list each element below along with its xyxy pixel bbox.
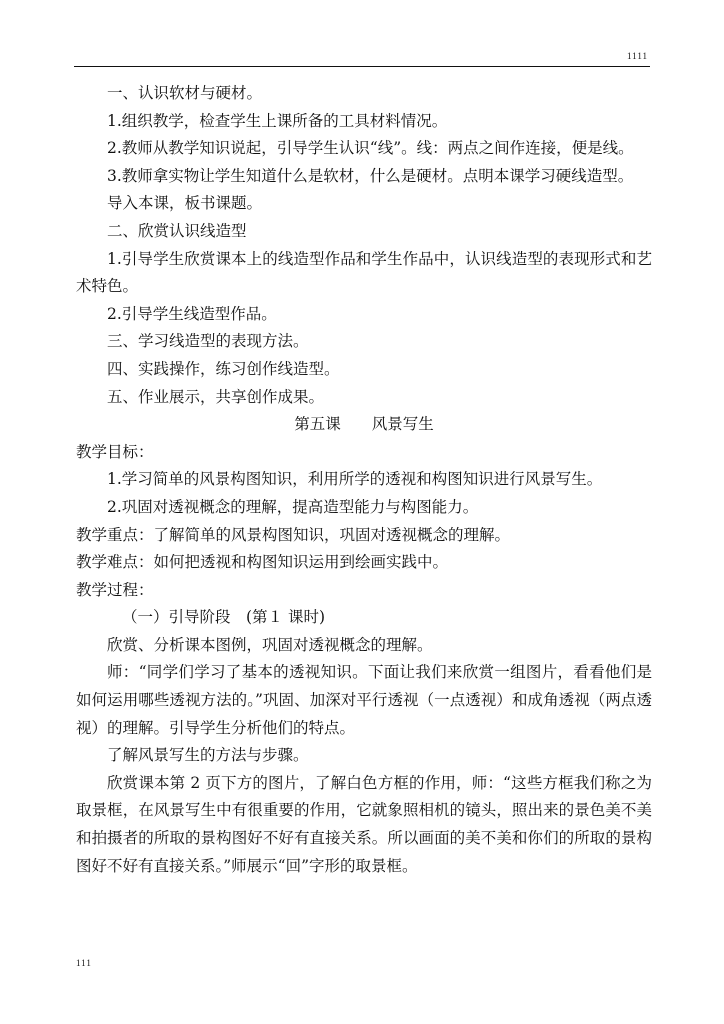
teaching-goal-2: 2.巩固对透视概念的理解，提高造型能力与构图能力。 — [107, 497, 479, 516]
paragraph-section-2-step-1: 1.引导学生欣赏课本上的线造型作品和学生作品中，认识线造型的表现形式和艺术特色。 — [76, 249, 652, 296]
teaching-focus: 教学重点：了解简单的风景构图知识，巩固对透视概念的理解。 — [76, 525, 511, 544]
paragraph-step-2: 2.教师从教学知识说起，引导学生认识“线”。线：两点之间作连接，便是线。 — [107, 139, 634, 158]
teaching-goal-1: 1.学习简单的风景构图知识，利用所学的透视和构图知识进行风景写生。 — [107, 470, 603, 489]
lesson-title: 第五课 风景写生 — [294, 415, 434, 434]
paragraph-section-1-heading: 一、认识软材与硬材。 — [107, 84, 263, 102]
paragraph-landscape-method: 了解风景写生的方法与步骤。 — [107, 746, 309, 765]
paragraph-section-3-heading: 三、学习线造型的表现方法。 — [107, 332, 309, 351]
paragraph-section-4-heading: 四、实践操作，练习创作线造型。 — [107, 359, 340, 378]
document-body — [76, 80, 652, 880]
paragraph-intro-lesson: 导入本课，板书课题。 — [107, 194, 263, 213]
paragraph-step-1: 1.组织教学，检查学生上课所备的工具材料情况。 — [107, 111, 448, 130]
stage-1-heading: （一）引导阶段 (第１ 课时) — [122, 608, 326, 627]
paragraph-section-5-heading: 五、作业展示，共享创作成果。 — [107, 387, 325, 406]
header-rule — [74, 66, 650, 67]
footer-page-number: 111 — [76, 958, 92, 968]
paragraph-viewfinder: 欣赏课本第 2 页下方的图片，了解白色方框的作用，师：“这些方框我们称之为取景框，在风景写生中有很重要的作用，它就象照相机的镜头，照出来的景色美不美和拍摄者的所取的景构图好不好有直接关系。所以画面的美不美和你们的所取的景构图好不好有直接关系。”师展示“回”字形的取景框。 — [76, 773, 652, 875]
paragraph-step-3: 3.教师拿实物让学生知道什么是软材，什么是硬材。点明本课学习硬线造型。 — [107, 166, 634, 185]
teaching-process-label: 教学过程： — [76, 580, 154, 599]
paragraph-teacher-perspective: 师：“同学们学习了基本的透视知识。下面让我们来欣赏一组图片，看看他们是如何运用哪些透视方法的。”巩固、加深对平行透视（一点透视）和成角透视（两点透视）的理解。引导学生分析他们的特点。 — [76, 663, 652, 737]
teaching-goals-label: 教学目标： — [76, 442, 154, 461]
header-page-number: 1111 — [627, 51, 648, 61]
teaching-difficulty: 教学难点：如何把透视和构图知识运用到绘画实践中。 — [76, 553, 449, 572]
paragraph-section-2-heading: 二、欣赏认识线造型 — [107, 221, 247, 240]
paragraph-section-2-step-2: 2.引导学生线造型作品。 — [107, 304, 277, 323]
paragraph-appreciate-examples: 欣赏、分析课本图例，巩固对透视概念的理解。 — [107, 635, 433, 654]
